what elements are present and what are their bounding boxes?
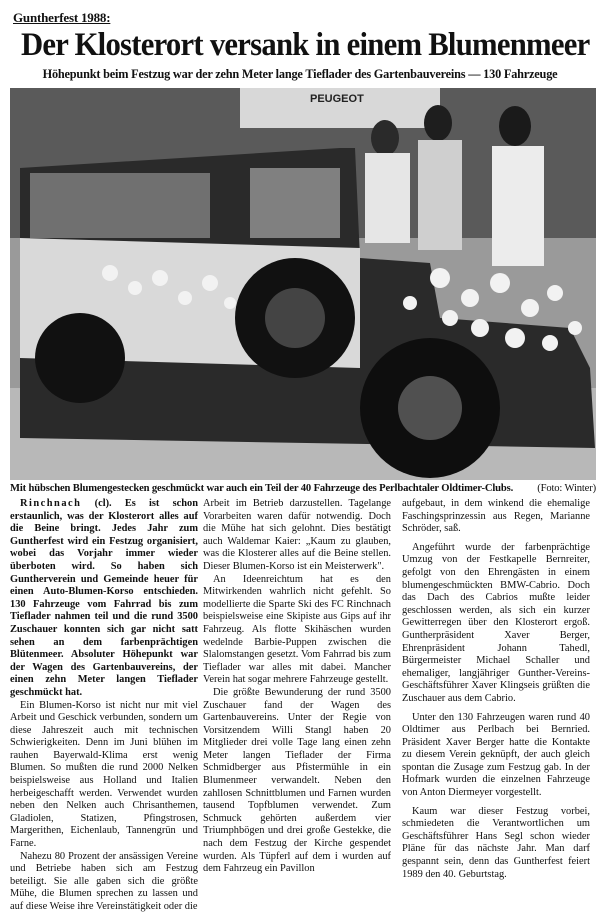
dateline: Rinchnach	[20, 498, 82, 509]
body-paragraph: Unter den 130 Fahrzeugen waren rund 40 Oldtimer aus Perlbach bei Bernried. Präsident Xaver Berger hatte die Kontakte zu diesem Verein geknüpft, der auch gleich spontan die Zusage zum Festzug gab. In der Hofmark wurden die einzelnen Fahrzeuge von Anton Diermeyer vorgestellt.	[402, 711, 590, 799]
subheadline: Höhepunkt beim Festzug war der zehn Meter lange Tieflader des Gartenbauvereins — 130 Fahrzeuge	[42, 67, 558, 81]
photo-credit: (Foto: Winter)	[537, 483, 596, 494]
photo-illustration	[10, 88, 596, 480]
shop-sign-text: PEUGEOT	[310, 93, 364, 105]
body-paragraph: Arbeit im Betrieb darzustellen. Tagelange Vorarbeiten waren dafür notwendig. Doch die Mühe hat sich gelohnt. Dies bestätigt auch Waldemar Kaier: „Kaum zu glauben, was die Klosterer alles auf die Beine stellen. Dieser Blumen-Korso ist ein Meisterwerk".	[203, 498, 391, 572]
body-paragraph: Angeführt wurde der farbenprächtige Umzug von der Festkapelle Bernreiter, gefolgt von den Ehrengästen in einem blumengeschmückten BMW-Cabrio. Doch das Dach des Cabrios mußte leider geschlossen werden, als sich ein kurzer Gewitterregen über den Klosterort ergoß. Guntherpräsident Xaver Berger, Ehrenpräsident Johann Tahedl, Bürgermeister Michael Schaller und ehemaliger, langjähriger Gunther-Vereins-Geschäftsführer Xaver Klingseis grüßten die Zuschauer aus dem Cabrio.	[402, 541, 590, 704]
photo-caption	[10, 483, 596, 494]
kicker: Guntherfest 1988:	[13, 10, 111, 25]
body-paragraph: Nahezu 80 Prozent der ansässigen Vereine und Betriebe haben sich am Festzug beteiligt. Sie alle gaben sich die größte Mühe, die Blumen sprechen zu lassen und auf diese Weise ihre Vereinstätigkeit oder die	[10, 850, 198, 912]
photo-flower-decorated-vintage-car	[10, 88, 596, 480]
article-column-3	[402, 498, 590, 881]
article-column-2	[203, 498, 391, 876]
body-paragraph: Die größte Bewunderung der rund 3500 Zuschauer fand der Wagen des Gartenbauvereins. Unter der Regie von Vorsitzendem Willi Stangl haben 20 Mitglieder drei volle Tage lang einen zehn Meter langen Tieflader der Firma Schmidberger aus Pfistermühle in ein Blumenmeer verwandelt. Neben den zahllosen Schnittblumen und Farnen wurden tausend Topfblumen verwendet. Zum Schmuck gehörten außerdem vier Triumphbögen und drei große Gestekke, die nach dem Festzug der Kirche gespendet wurden. Als Tüpferl auf dem i wurden auf dem Fahrzeug ein Pavillon	[203, 686, 391, 875]
body-paragraph: Ein Blumen-Korso ist nicht nur mit viel Arbeit und Geschick verbunden, sondern um diese Jahreszeit auch mit technischen Schwierigkeiten. Denn im Juni blühen im rauhen Bayerwald-Klima erst wenig Blumen. So mußten die rund 2000 Nelken beispielsweise aus Holland und Italien herbeigeschafft werden. Verwendet wurden neben den Nelken auch Chrisanthemen, Gladiolen, Statizen, Pfingstrosen, Margerithen, Eichenlaub, Tannengrün und Farne.	[10, 699, 198, 850]
body-paragraph: An Ideenreichtum hat es den Mitwirkenden wahrlich nicht gefehlt. So modellierte die Sparte Ski des FC Rinchnach beispielsweise eine Skipiste aus Gips auf ihr Fahrzeug. Als flotte Skihäschen wurden wedelnde Barbie-Puppen zwischen die Slalomstangen gesetzt. Vom Fahrrad bis zum Tieflader war alles mit dabei. Mancher Verein hat sogar mehrere Fahrzeuge gestellt.	[203, 573, 391, 686]
article-column-1	[10, 498, 198, 914]
headline: Der Klosterort versank in einem Blumenmeer	[21, 27, 590, 63]
body-paragraph: aufgebaut, in dem winkend die ehemalige Faschingsprinzessin aus Regen, Marianne Schröder, saß.	[402, 498, 590, 535]
body-paragraph: Kaum war dieser Festzug vorbei, schmiedeten die Verantwortlichen um Geschäftsführer Hans Segl schon wieder Pläne für das nächste Jahr. Man darf gespannt sein, denn das Guntherfest feiert 1989 den 40. Geburtstag.	[402, 805, 590, 880]
lead-paragraph	[10, 498, 198, 700]
lead-text: (cl). Es ist schon erstaunlich, was der Klosterort alles auf die Beine bringt. Jedes Jahr zum Guntherfest wird ein Festzug organisiert, wobei das Vorjahr immer wieder überboten wird. So haben sich Guntherverein und Gemeinde heuer für einen Auto-Blumen-Korso entschieden. 130 Fahrzeuge vom Fahrrad bis zum Tieflader nahmen teil und die rund 3500 Zuschauer konnten sich gar nicht satt sehen an dem farbenprächtigen Blütenmeer. Absoluter Höhepunkt war der Wagen des Gartenbauvereins, der einen zehn Meter langen Tieflader geschmückt hat.	[10, 498, 198, 698]
caption-text: Mit hübschen Blumengestecken geschmückt war auch ein Teil der 40 Fahrzeuge des Perlbachtaler Oldtimer-Clubs.	[10, 483, 514, 494]
